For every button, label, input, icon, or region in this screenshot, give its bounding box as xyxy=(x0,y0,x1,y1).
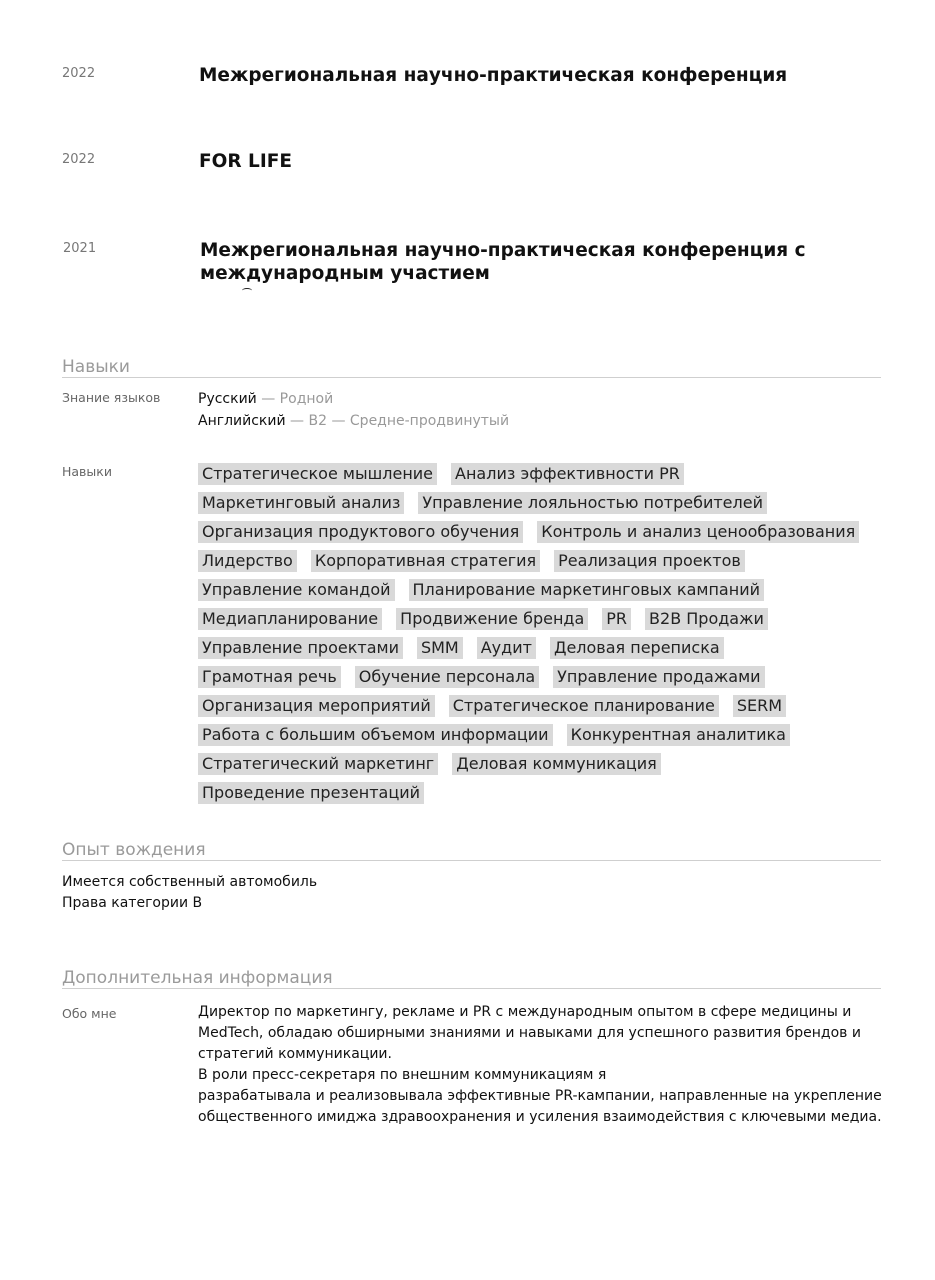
skill-tag: Стратегическое мышление xyxy=(198,463,437,485)
skill-tag: Маркетинговый анализ xyxy=(198,492,404,514)
language-name: Английский xyxy=(198,413,286,429)
skill-tag: Лидерство xyxy=(198,550,297,572)
language-name: Русский xyxy=(198,391,257,407)
skill-row xyxy=(198,777,858,806)
driving-line: Права категории B xyxy=(62,895,203,911)
conference-title-line: международным участием xyxy=(200,263,490,284)
section-divider xyxy=(62,860,881,861)
conference-year: 2021 xyxy=(63,241,97,256)
clipped-text-fragment xyxy=(242,288,252,293)
skill-row xyxy=(198,487,858,516)
about-line: разрабатывала и реализовывала эффективные PR-кампании, направленные на укрепление xyxy=(198,1088,882,1104)
driving-line: Имеется собственный автомобиль xyxy=(62,874,318,890)
skill-tag: Стратегическое планирование xyxy=(449,695,719,717)
skill-tag: Организация продуктового обучения xyxy=(198,521,523,543)
language-level: — B2 — Средне-продвинутый xyxy=(285,413,510,429)
skill-tag: Управление командой xyxy=(198,579,395,601)
about-line: Директор по маркетингу, рекламе и PR с международным опытом в сфере медицины и xyxy=(198,1004,852,1020)
section-title-additional: Дополнительная информация xyxy=(62,968,333,988)
skill-tag: Проведение презентаций xyxy=(198,782,424,804)
skills-label: Навыки xyxy=(62,464,112,479)
conference-title: FOR LIFE xyxy=(199,151,292,172)
skill-tag: Управление проектами xyxy=(198,637,403,659)
about-line: MedTech, обладаю обширными знаниями и навыками для успешного развития брендов и xyxy=(198,1025,861,1041)
skill-tag: Стратегический маркетинг xyxy=(198,753,438,775)
language-item xyxy=(198,410,509,432)
about-line: В роли пресс-секретаря по внешним коммуникациям я xyxy=(198,1067,607,1083)
section-title-skills: Навыки xyxy=(62,357,130,377)
language-level: — Родной xyxy=(256,391,334,407)
skill-tag: PR xyxy=(602,608,631,630)
conference-title: Межрегиональная научно-практическая конференция xyxy=(199,65,788,86)
skill-row xyxy=(198,719,858,748)
languages-label: Знание языков xyxy=(62,390,161,405)
skill-row xyxy=(198,748,858,777)
skill-row xyxy=(198,661,858,690)
skill-tag: SMM xyxy=(417,637,463,659)
section-title-driving: Опыт вождения xyxy=(62,840,206,860)
skill-tag: Организация мероприятий xyxy=(198,695,435,717)
about-line: общественного имиджа здравоохранения и усиления взаимодействия с ключевыми медиа. xyxy=(198,1109,882,1125)
skill-row xyxy=(198,516,858,545)
skill-tag: Продвижение бренда xyxy=(396,608,588,630)
skill-tag: Управление продажами xyxy=(553,666,764,688)
skill-tag: Корпоративная стратегия xyxy=(311,550,540,572)
skill-row xyxy=(198,690,858,719)
skill-tag: Деловая переписка xyxy=(550,637,724,659)
conference-year: 2022 xyxy=(62,66,96,81)
languages-list xyxy=(198,388,509,432)
skill-tag: Управление лояльностью потребителей xyxy=(418,492,767,514)
language-item xyxy=(198,388,509,410)
skill-tag: Анализ эффективности PR xyxy=(451,463,684,485)
skill-tag: B2B Продажи xyxy=(645,608,768,630)
skill-tag: SERM xyxy=(733,695,786,717)
skill-tag: Медиапланирование xyxy=(198,608,382,630)
skill-row xyxy=(198,574,858,603)
about-text xyxy=(198,1002,888,1128)
skill-row xyxy=(198,545,858,574)
skill-tag: Планирование маркетинговых кампаний xyxy=(409,579,764,601)
skill-tag: Деловая коммуникация xyxy=(452,753,661,775)
conference-title xyxy=(200,239,806,285)
conference-year: 2022 xyxy=(62,152,96,167)
skill-row xyxy=(198,458,858,487)
skill-tag: Реализация проектов xyxy=(554,550,745,572)
skill-row xyxy=(198,632,858,661)
skill-row xyxy=(198,603,858,632)
skill-tag: Конкурентная аналитика xyxy=(567,724,790,746)
skill-tag: Грамотная речь xyxy=(198,666,341,688)
section-divider xyxy=(62,988,881,989)
section-divider xyxy=(62,377,881,378)
about-line: стратегий коммуникации. xyxy=(198,1046,392,1062)
skill-tag: Аудит xyxy=(477,637,536,659)
skills-list xyxy=(198,458,858,806)
about-label: Обо мне xyxy=(62,1006,117,1021)
skill-tag: Обучение персонала xyxy=(355,666,539,688)
driving-info xyxy=(62,872,317,914)
conference-title-line: Межрегиональная научно-практическая конференция с xyxy=(200,240,806,261)
skill-tag: Контроль и анализ ценообразования xyxy=(537,521,859,543)
skill-tag: Работа с большим объемом информации xyxy=(198,724,553,746)
